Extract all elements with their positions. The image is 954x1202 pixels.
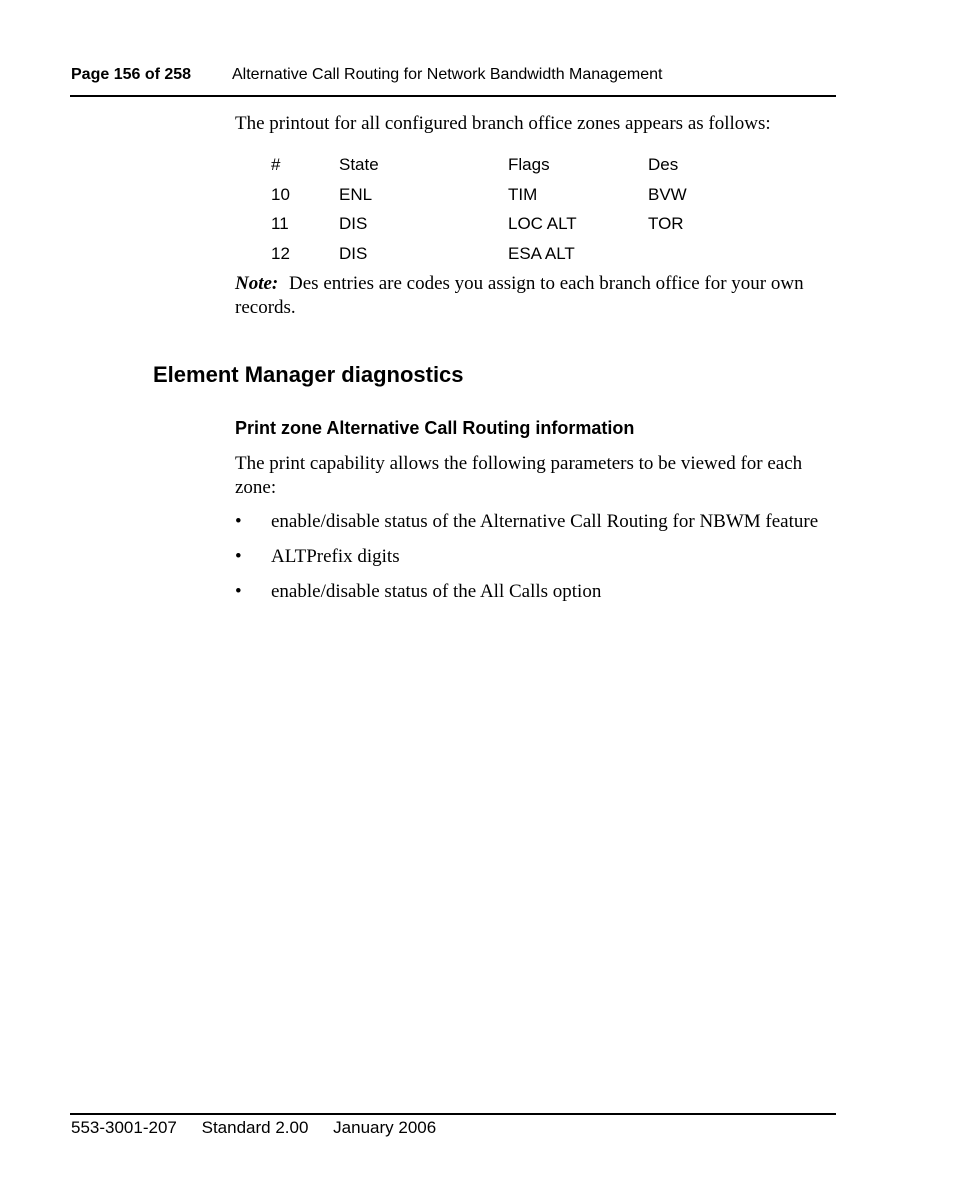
document-standard: Standard 2.00	[201, 1118, 309, 1137]
note	[235, 272, 815, 320]
bullet-icon: •	[235, 581, 242, 602]
zone-number: 11	[271, 214, 289, 234]
column-header-des: Des	[648, 155, 679, 174]
bullet-icon: •	[235, 511, 242, 532]
list-item-text: enable/disable status of the All Calls option	[271, 581, 602, 602]
running-header-title: Alternative Call Routing for Network Bandwidth Management	[232, 66, 663, 83]
bullet-icon: •	[235, 546, 242, 567]
zone-des: BVW	[648, 184, 687, 204]
note-label: Note:	[235, 273, 279, 294]
zone-number: 10	[271, 184, 290, 204]
subsection-heading: Print zone Alternative Call Routing information	[235, 418, 635, 438]
list-item	[235, 511, 845, 546]
footer-rule	[70, 1113, 836, 1115]
list-item-text: enable/disable status of the Alternative Call Routing for NBWM feature	[271, 511, 819, 532]
page-number: Page 156 of 258	[71, 66, 192, 83]
document-date: January 2006	[333, 1118, 437, 1137]
body-paragraph: The print capability allows the following parameters to be viewed for each zone:	[235, 453, 803, 498]
zone-flags: LOC ALT	[508, 214, 577, 234]
note-text: Des entries are codes you assign to each branch office for your own records.	[235, 273, 804, 318]
header-rule	[70, 95, 836, 97]
footer	[71, 1118, 456, 1138]
parameter-list	[235, 511, 845, 616]
zone-state: DIS	[339, 244, 368, 264]
zone-number: 12	[271, 244, 290, 264]
list-item-text: ALTPrefix digits	[271, 546, 400, 567]
intro-paragraph: The printout for all configured branch office zones appears as follows:	[235, 113, 771, 134]
zone-flags: TIM	[508, 184, 538, 204]
zone-des: TOR	[648, 214, 684, 234]
zone-state: DIS	[339, 214, 368, 234]
column-header-flags: Flags	[508, 155, 550, 174]
zone-flags: ESA ALT	[508, 244, 575, 264]
section-heading: Element Manager diagnostics	[153, 362, 464, 387]
document-number: 553-3001-207	[71, 1118, 177, 1137]
column-header-state: State	[339, 155, 379, 174]
column-header-number: #	[271, 155, 281, 174]
list-item	[235, 546, 845, 581]
zone-state: ENL	[339, 184, 373, 204]
list-item	[235, 581, 845, 616]
